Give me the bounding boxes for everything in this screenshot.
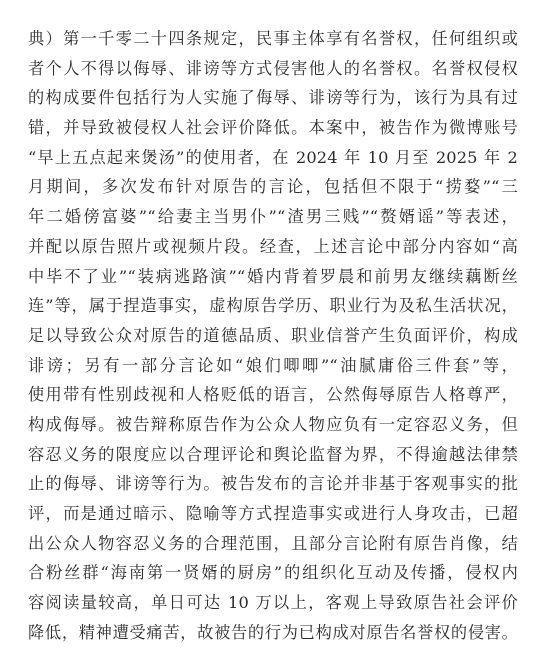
text-line: 年二婚傍富婆”“给妻主当男仆”“渣男三贱”“赘婿谣”等表述， xyxy=(28,207,518,227)
text-line: 足以导致公众对原告的道德品质、职业信誉产生负面评价，构成 xyxy=(28,325,518,345)
text-line: 评，而是通过暗示、隐喻等方式捏造事实或进行人身攻击，已超 xyxy=(28,504,518,523)
text-line: 容忍义务的限度应以合理评论和舆论监督为界，不得逾越法律禁 xyxy=(28,444,518,464)
text-line: 的构成要件包括行为人实施了侮辱、诽谤等行为，该行为具有过 xyxy=(28,88,518,108)
text-line: 合粉丝群“海南第一贤婿的厨房”的组织化互动及传播，侵权内 xyxy=(28,563,518,583)
text-line: 降低，精神遭受痛苦，故被告的行为已构成对原告名誉权的侵害。 xyxy=(28,622,518,642)
text-line: 典）第一千零二十四条规定，民事主体享有名誉权，任何组织或 xyxy=(28,29,518,48)
text-line: 者个人不得以侮辱、诽谤等方式侵害他人的名誉权。名誉权侵权 xyxy=(28,58,518,78)
text-line: 中毕不了业”“装病逃路演”“婚内背着罗晨和前男友继续藕断丝 xyxy=(28,266,518,286)
text-line: 容阅读量较高，单日可达 10 万以上，客观上导致原告社会评价 xyxy=(28,593,518,613)
text-line: 使用带有性别歧视和人格贬低的语言，公然侮辱原告人格尊严， xyxy=(28,385,518,405)
text-line: 止的侮辱、诽谤等行为。被告发布的言论并非基于客观事实的批 xyxy=(28,474,518,494)
text-line: 诽谤；另有一部分言论如“娘们唧唧”“油腻庸俗三件套”等， xyxy=(28,355,518,375)
text-line: 连”等，属于捏造事实，虚构原告学历、职业行为及私生活状况， xyxy=(28,296,518,316)
text-line: 月期间，多次发布针对原告的言论，包括但不限于“捞婺”“三 xyxy=(28,177,518,197)
text-line: 构成侮辱。被告辩称原告作为公众人物应负有一定容忍义务，但 xyxy=(28,414,518,434)
text-line: 出公众人物容忍义务的合理范围，且部分言论附有原告肖像，结 xyxy=(28,533,518,553)
text-line: 错，并导致被侵权人社会评价降低。本案中，被告作为微博账号 xyxy=(28,118,518,138)
document-body xyxy=(28,24,518,647)
text-line: 并配以原告照片或视频片段。经查，上述言论中部分内容如“高 xyxy=(28,236,518,256)
text-line: “早上五点起来煲汤”的使用者，在 2024 年 10 月至 2025 年 2 xyxy=(28,147,518,167)
